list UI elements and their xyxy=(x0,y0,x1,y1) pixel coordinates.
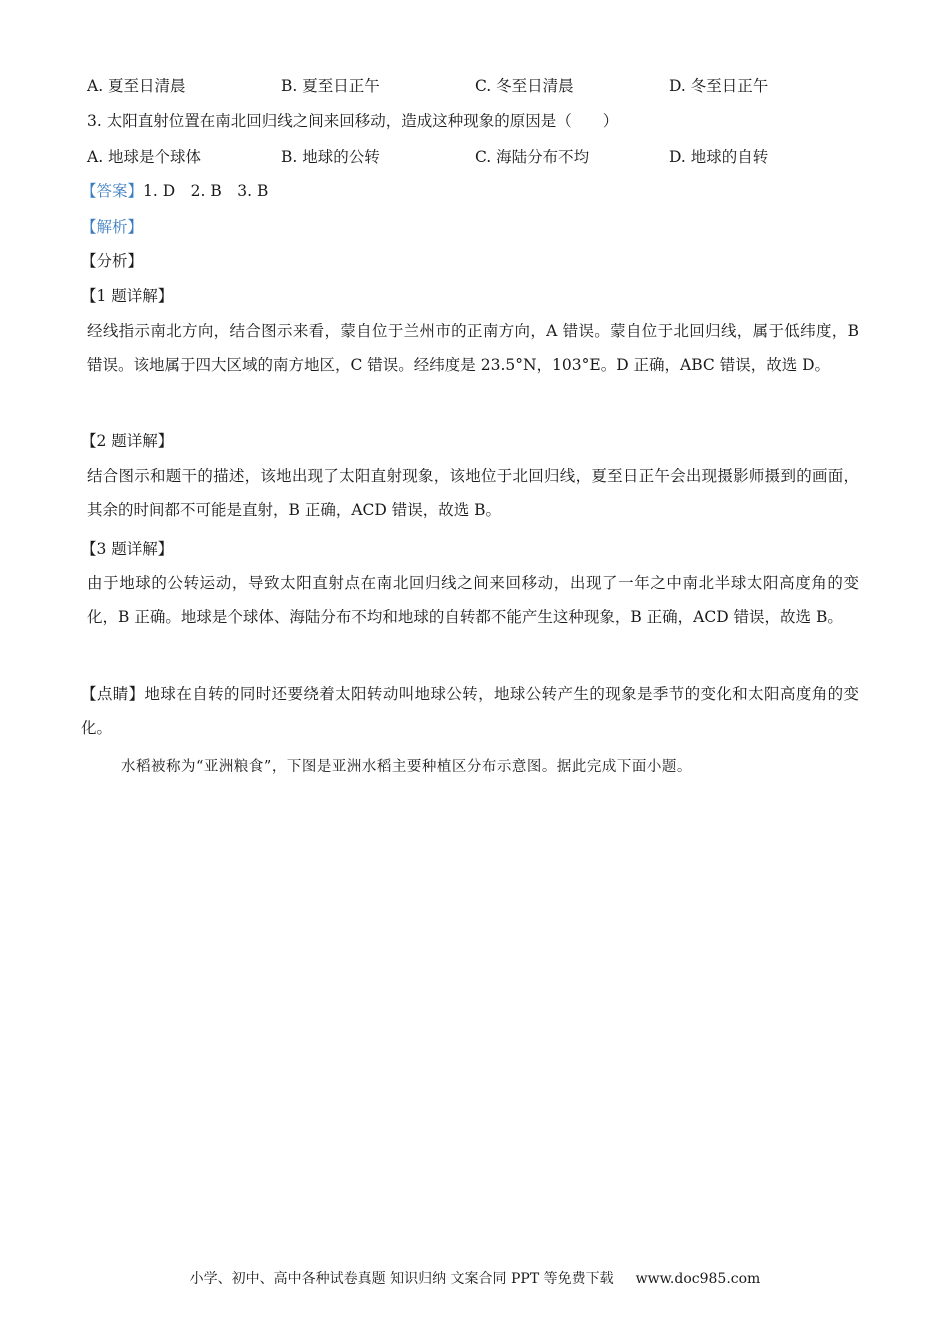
answer-line xyxy=(81,180,268,202)
detail3-label: 【3 题详解】 xyxy=(81,540,174,558)
fenxi-label: 【分析】 xyxy=(81,252,144,270)
q3-option-c: C. 海陆分布不均 xyxy=(475,148,590,166)
detail1-label: 【1 题详解】 xyxy=(81,287,174,305)
detail2-text: 结合图示和题干的描述，该地出现了太阳直射现象，该地位于北回归线，夏至日正午会出现摄影师摄到的画面，其余的时间都不可能是直射，B 正确，ACD 错误，故选 B。 xyxy=(87,467,859,519)
dianjing-text: 地球在自转的同时还要绕着太阳转动叫地球公转，地球公转产生的现象是季节的变化和太阳高度角的变化。 xyxy=(81,685,859,737)
detail2-label: 【2 题详解】 xyxy=(81,432,174,450)
dianjing-block xyxy=(81,677,859,745)
page-footer xyxy=(0,1268,950,1290)
footer-url[interactable]: www.doc985.com xyxy=(635,1271,761,1287)
q2-option-b: B. 夏至日正午 xyxy=(281,77,380,95)
analysis-label: 【解析】 xyxy=(81,218,144,236)
next-question-intro: 水稻被称为“亚洲粮食”，下图是亚洲水稻主要种植区分布示意图。据此完成下面小题。 xyxy=(121,759,692,775)
q3-option-b: B. 地球的公转 xyxy=(281,148,380,166)
detail1-text: 经线指示南北方向，结合图示来看，蒙自位于兰州市的正南方向，A 错误。蒙自位于北回归线，属于低纬度，B 错误。该地属于四大区域的南方地区，C 错误。经纬度是 23.5°N，103°E。D 正确，ABC 错误，故选 D。 xyxy=(87,322,859,374)
q3-stem: 3. 太阳直射位置在南北回归线之间来回移动，造成这种现象的原因是（ ） xyxy=(87,112,619,130)
q2-option-a: A. 夏至日清晨 xyxy=(87,77,186,95)
answer-text: 1. D 2. B 3. B xyxy=(143,182,269,200)
q3-option-d: D. 地球的自转 xyxy=(669,148,769,166)
q3-option-a: A. 地球是个球体 xyxy=(87,148,202,166)
dianjing-label: 【点睛】 xyxy=(81,685,145,703)
q2-option-c: C. 冬至日清晨 xyxy=(475,77,574,95)
footer-text: 小学、初中、高中各种试卷真题 知识归纳 文案合同 PPT 等免费下载 xyxy=(189,1271,614,1287)
q2-option-d: D. 冬至日正午 xyxy=(669,77,769,95)
detail3-text: 由于地球的公转运动，导致太阳直射点在南北回归线之间来回移动，出现了一年之中南北半球太阳高度角的变化，B 正确。地球是个球体、海陆分布不均和地球的自转都不能产生这种现象，B 正确，ACD 错误，故选 B。 xyxy=(87,574,859,626)
answer-label: 【答案】 xyxy=(81,182,144,200)
